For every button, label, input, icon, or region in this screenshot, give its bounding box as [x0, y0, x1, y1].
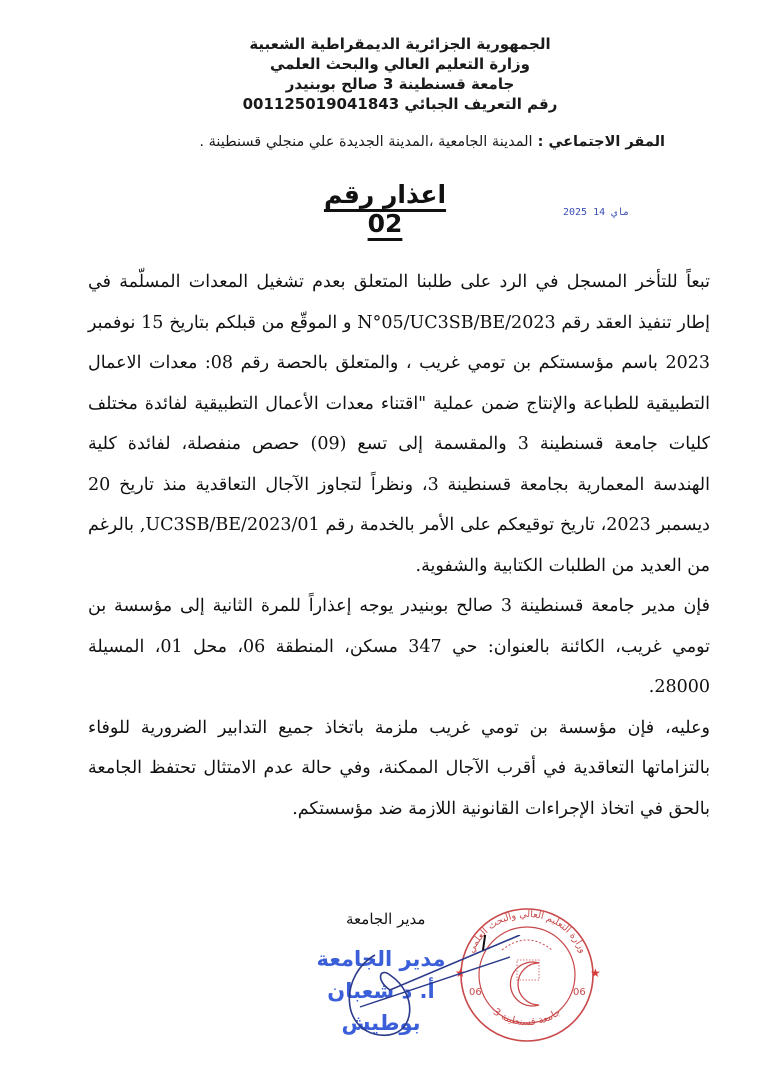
signature-stamp: [296, 943, 466, 1039]
official-seal-icon: [447, 905, 607, 1045]
svg-text:جامعة قسنطينة 3: [491, 1007, 563, 1028]
body-paragraph-3: وعليه، فإن مؤسسة بن تومي غريب ملزمة باتخاذ جميع التدابير الضرورية للوفاء بالتزاماتها التعاقدية في أقرب الآجال الممكنة، وفي حالة عدم الامتثال تحتفظ الجامعة بالحق في اتخاذ الإجراءات القانونية اللازمة ضد مؤسستكم.: [88, 717, 710, 819]
university-name: جامعة قسنطينة 3 صالح بوبنيدر: [285, 75, 515, 93]
letter-body: [88, 262, 710, 829]
signature-title: مدير الجامعة: [346, 910, 426, 928]
stamp-line-title: مدير الجامعة: [316, 947, 446, 971]
seal-right-code: 06: [573, 987, 586, 998]
tax-id-line: [150, 94, 650, 114]
seal-left-code: 06: [469, 987, 482, 998]
body-paragraph-2: فإن مدير جامعة قسنطينة 3 صالح بوبنيدر يوجه إعذاراً للمرة الثانية إلى مؤسسة بن تومي غريب، الكائنة بالعنوان: حي 347 مسكن، المنطقة 06، محل 01، المسيلة 28000.: [88, 596, 711, 697]
stamp-line-name: أ. د شعبان بوطيش: [327, 979, 435, 1035]
crescent-icon: [510, 962, 539, 1006]
registered-office: [105, 132, 665, 152]
svg-text:وزارة التعليم العالي والبحث ال: [466, 909, 588, 955]
seat-value: المدينة الجامعية ،المدينة الجديدة علي منجلي قسنطينة .: [199, 134, 533, 150]
tax-id-label: رقم التعريف الجبائي: [404, 95, 558, 113]
seal-top-text: وزارة التعليم العالي والبحث العلمي: [465, 908, 589, 955]
date-stamp: 2025 ماي 14: [563, 207, 630, 218]
seat-label: المقر الاجتماعي :: [537, 134, 665, 150]
body-paragraph-1: تبعاً للتأخر المسجل في الرد على طلبنا المتعلق بعدم تشغيل المعدات المسلّمة في إطار تنفيذ العقد رقم N°05/UC3SB/BE/2023 و الموقّع من قبلكم بتاريخ 15 نوفمبر 2023 باسم مؤسستكم بن تومي غريب ، والمتعلق بالحصة رقم 08: معدات الاعمال التطبيقية للطباعة والإنتاج ضمن عملية "اقتناء معدات الأعمال التطبيقية لفائدة مختلف كليات جامعة قسنطينة 3 والمقسمة إلى تسع (09) حصص منفصلة، لفائدة كلية الهندسة المعمارية بجامعة قسنطينة 3، ونظراً لتجاوز الآجال التعاقدية منذ تاريخ 20 ديسمبر 2023، تاريخ توقيعكم على الأمر بالخدمة رقم 01/UC3SB/BE/2023, بالرغم من العديد من الطلبات الكتابية والشفوية.: [88, 272, 710, 576]
seal-star-right-icon: ★: [590, 966, 601, 980]
seal-bottom-text: جامعة قسنطينة 3: [490, 1006, 564, 1029]
seal-star-left-icon: ★: [455, 966, 466, 980]
letterhead: [150, 34, 665, 150]
tax-id-value: 001125019041843: [242, 95, 400, 113]
ministry-name: وزارة التعليم العالي والبحث العلمي: [269, 55, 531, 73]
document-title: اعذار رقم 02: [323, 180, 447, 238]
country-name: الجمهورية الجزائرية الديمقراطية الشعبية: [249, 35, 551, 53]
sun-rays-icon: [502, 940, 552, 950]
